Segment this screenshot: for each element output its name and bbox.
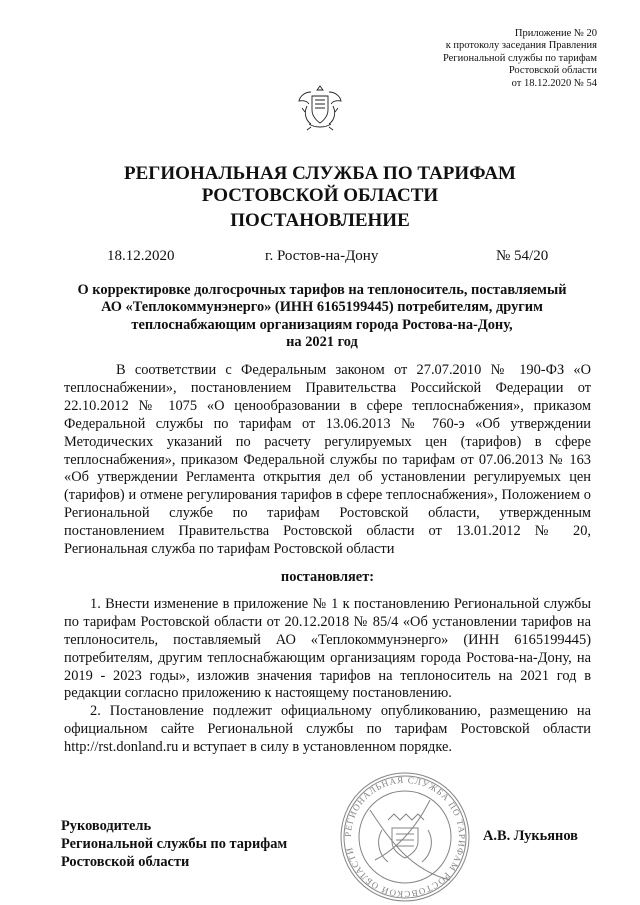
annex-line: Региональной службы по тарифам: [442, 52, 597, 64]
subject-line: АО «Теплокоммунэнерго» (ИНН 6165199445) потребителям, другим: [101, 299, 543, 316]
signer-position-line: Ростовской области: [61, 853, 190, 870]
subject-line: теплоснабжающим организациям города Ростова-на-Дону,: [131, 316, 513, 333]
subject-line: О корректировке долгосрочных тарифов на теплоноситель, поставляемый: [77, 282, 567, 298]
signer-position-line: Региональной службы по тарифам: [61, 835, 288, 852]
annex-line: Приложение № 20: [514, 28, 597, 39]
signer-position-line: Руководитель: [61, 818, 152, 834]
decree-item-1: 1. Внести изменение в приложение № 1 к постановлению Региональной службы по тарифам Ростовской области от 20.12.2018 № 85/4 «Об установлении тарифов на теплоноситель, поставляемый АО «Теплокоммунэнерго» (ИНН 6165199445) потребителям, другим теплоснабжающим организациям города Ростова-на-Дону, на 2019 - 2023 годы», изложив значения тарифов на теплоноситель на 2021 год в редакции согласно приложению к настоящему постановлению.: [64, 595, 591, 702]
subject-line: на 2021 год: [286, 334, 358, 351]
coat-of-arms-icon: [297, 82, 343, 132]
signature-block: [61, 818, 287, 872]
annex-note: [443, 28, 597, 90]
document-subject: [58, 282, 586, 352]
decree-word: постановляет:: [280, 568, 375, 585]
document-type: ПОСТАНОВЛЕНИЕ: [230, 210, 410, 231]
document-number: № 54/20: [496, 248, 549, 264]
seal-text: РЕГИОНАЛЬНАЯ СЛУЖБА ПО ТАРИФАМ РОСТОВСКОЙ ОБЛАСТИ: [342, 774, 468, 900]
annex-line: от 18.12.2020 № 54: [511, 77, 597, 89]
document-body: [64, 362, 591, 757]
annex-line: к протоколу заседания Правления: [445, 40, 597, 52]
organization-name-line: РЕГИОНАЛЬНАЯ СЛУЖБА ПО ТАРИФАМ: [124, 163, 516, 184]
preamble-paragraph: В соответствии с Федеральным законом от 27.07.2010 № 190-ФЗ «О теплоснабжении», постановлением Правительства Российской Федерации от 22.10.2012 № 1075 «О ценообразовании в сфере теплоснабжения», приказом Федеральной службы по тарифам от 13.06.2013 № 760-э «Об утверждении Методических указаний по расчету регулируемых цен (тарифов) в сфере теплоснабжения», приказом Федеральной службы по тарифам от 07.06.2013 № 163 «Об утверждении Регламента открытия дел об установлении регулируемых цен (тарифов) и отмене регулирования тарифов в сфере теплоснабжения», Положением о Региональной службе по тарифам Ростовской области, утвержденным постановлением Правительства Ростовской области от 13.01.2012 № 20, Региональная служба по тарифам Ростовской области: [64, 362, 591, 558]
organization-name-line: РОСТОВСКОЙ ОБЛАСТИ: [201, 185, 439, 206]
annex-line: Ростовской области: [508, 65, 597, 77]
document-date: 18.12.2020: [107, 248, 175, 264]
signer-name: А.В. Лукьянов: [483, 828, 578, 844]
organization-name: [0, 163, 640, 207]
decree-item-2: 2. Постановление подлежит официальному опубликованию, размещению на официальном сайте Региональной службы по тарифам Ростовской области http://rst.donland.ru и вступает в силу в установленном порядке.: [64, 703, 591, 756]
official-seal: [330, 770, 480, 905]
document-city: г. Ростов-на-Дону: [265, 248, 379, 264]
